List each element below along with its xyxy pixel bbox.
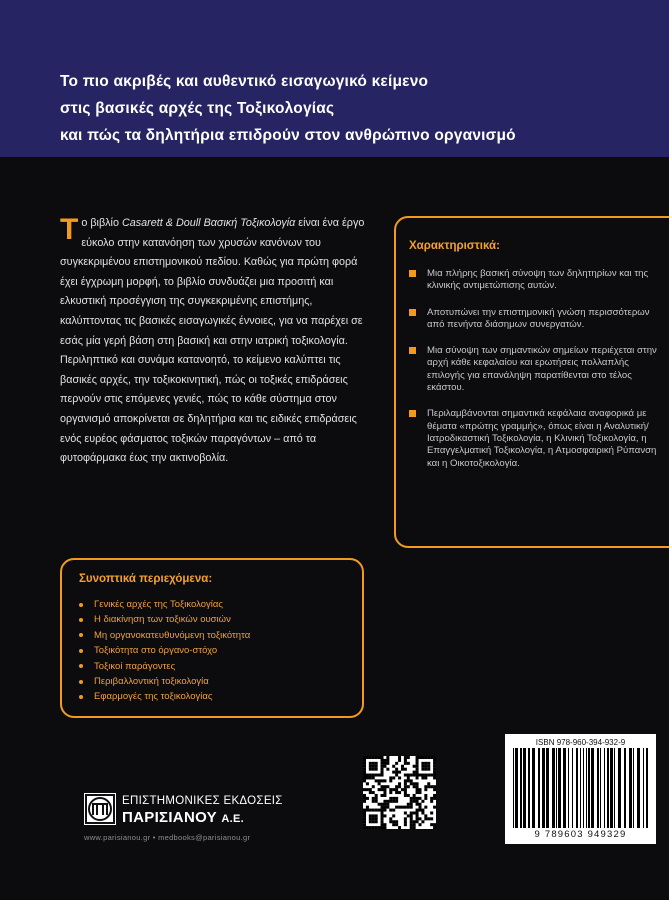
intro-lead: ο βιβλίο (81, 217, 122, 229)
publisher-contact: www.parisianou.gr • medbooks@parisianou.gr (84, 833, 251, 842)
feature-item: Περιλαμβάνονται σημαντικά κεφάλαια αναφορικά με θέματα «πρώτης γραμμής», όπως είναι η Αναλυτική/ Ιατροδικαστική Τοξικολογία, η Κλινική Τοξικολογία, η Επαγγελματική Τοξικολογία, η Ατμοσφαιρική Ρύπανση και η Οικοτοξικολογία. (409, 408, 669, 469)
qr-code-icon (363, 756, 436, 829)
summary-title: Συνοπτικά περιεχόμενα: (79, 573, 213, 585)
header-line-2: στις βασικές αρχές της Τοξικολογίας (60, 100, 335, 117)
dot-bullet-icon (79, 633, 83, 637)
square-bullet-icon (409, 270, 416, 277)
feature-item: Μια σύνοψη των σημαντικών σημείων περιέχεται στην αρχή κάθε κεφαλαίου και ερωτήσεις πολλαπλής επιλογής για επανάληψη παρατίθενται στο τέλος εκάστου. (409, 345, 669, 394)
square-bullet-icon (409, 410, 416, 417)
barcode-digits: 9 789603 949329 (534, 829, 627, 840)
header-band (0, 0, 669, 157)
square-bullet-icon (409, 309, 416, 316)
summary-item: Τοξικότητα στο όργανο-στόχο (79, 643, 250, 658)
intro-paragraph (60, 214, 370, 469)
square-bullet-icon (409, 347, 416, 354)
features-list (409, 268, 669, 484)
barcode (505, 734, 656, 844)
header-line-1: Το πιο ακριβές και αυθεντικό εισαγωγικό κείμενο (60, 73, 429, 90)
dot-bullet-icon (79, 603, 83, 607)
dot-bullet-icon (79, 680, 83, 684)
features-box (394, 216, 669, 548)
dot-bullet-icon (79, 649, 83, 653)
publisher-suffix: Α.Ε. (221, 813, 244, 825)
summary-item: Τοξικοί παράγοντες (79, 659, 250, 674)
summary-box (60, 558, 364, 718)
publisher-line-1: ΕΠΙΣΤΗΜΟΝΙΚΕΣ ΕΚΔΟΣΕΙΣ (122, 795, 283, 807)
summary-list (79, 597, 250, 705)
publisher-monogram-icon (84, 793, 116, 825)
summary-item: Η διακίνηση των τοξικών ουσιών (79, 612, 250, 627)
feature-item: Μια πλήρης βασική σύνοψη των δηλητηρίων και της κλινικής αντιμετώπισης αυτών. (409, 268, 669, 293)
summary-item: Μη οργανοκατευθυνόμενη τοξικότητα (79, 628, 250, 643)
summary-item: Περιβαλλοντική τοξικολογία (79, 674, 250, 689)
drop-cap: Τ (60, 213, 79, 246)
summary-item: Γενικές αρχές της Τοξικολογίας (79, 597, 250, 612)
intro-body: είναι ένα έργο εύκολο στην κατανόηση των χρυσών κανόνων του συγκεκριμένου επιστημονικού πεδίου. Καθώς για πρώτη φορά έχει έγχρωμη μορφή, το βιβλίο συνδυάζει μια προσιτή και ελκυστική προσέγγιση της συγκεκριμένης επιστήμης, καλύπτοντας τις βασικές εισαγωγικές έννοιες, για να παρέχει σε εσάς μία γερή βάση στη βασική και στην ιατρική τοξικολογία. Περιληπτικό και συνάμα κατανοητό, το κείμενο καλύπτει τις βασικές αρχές, την τοξικοκινητική, πώς οι τοξικές επιδράσεις περνούν στις επόμενες γενιές, πώς το κάθε σύστημα στον οργανισμό αποκρίνεται σε δηλητήρια και τις ειδικές επιδράσεις ενός ευρέος φάσματος τοξικών παραγόντων – από τα φυτοφάρμακα έως την ακτινοβολία. (60, 217, 365, 465)
dot-bullet-icon (79, 664, 83, 668)
features-title: Χαρακτηριστικά: (409, 240, 500, 252)
book-title: Casarett & Doull Βασική Τοξικολογία (121, 217, 296, 229)
feature-item: Αποτυπώνει την επιστημονική γνώση περισσότερων από πενήντα διάσημων συνεργατών. (409, 307, 669, 332)
dot-bullet-icon (79, 618, 83, 622)
summary-item: Εφαρμογές της τοξικολογίας (79, 689, 250, 704)
isbn-label: ISBN 978-960-394-932-9 (535, 738, 626, 747)
dot-bullet-icon (79, 695, 83, 699)
header-line-3: και πώς τα δηλητήρια επιδρούν στον ανθρώπινο οργανισμό (60, 127, 516, 144)
publisher-name: ΠΑΡΙΣΙΑΝΟΥ Α.Ε. (122, 809, 244, 826)
